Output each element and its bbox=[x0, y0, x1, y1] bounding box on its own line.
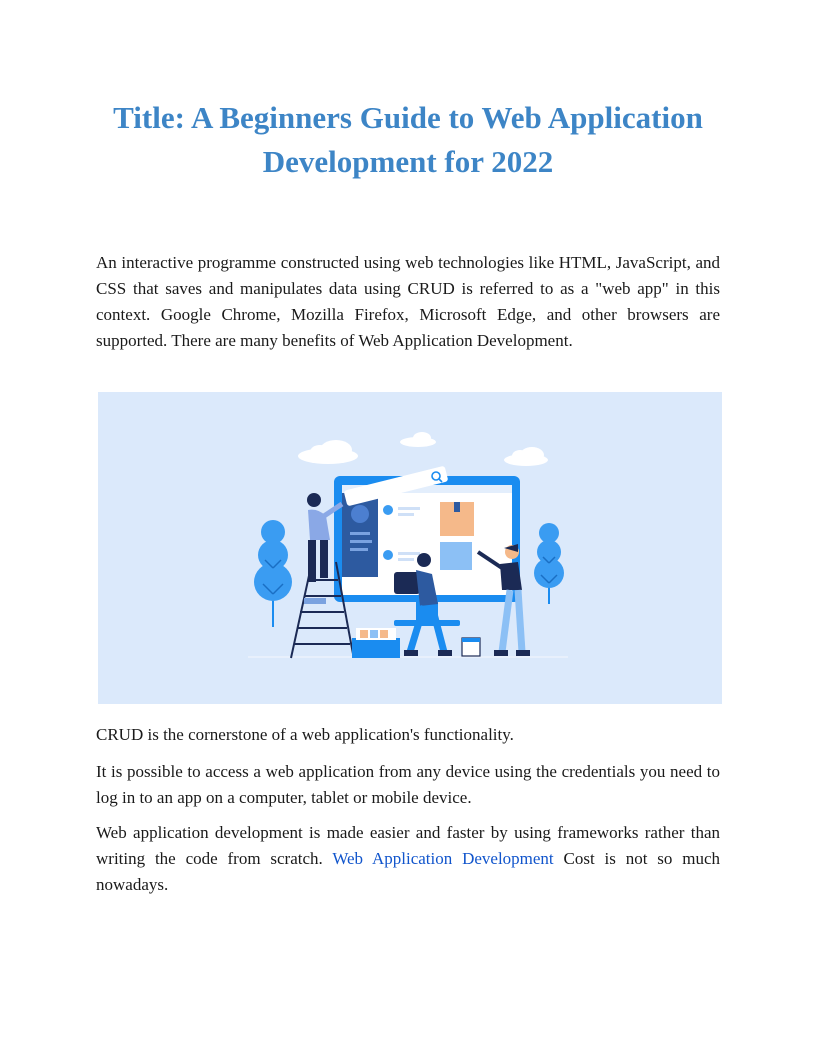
web-app-development-link[interactable]: Web Application Development bbox=[332, 849, 554, 868]
intro-paragraph: An interactive programme constructed using web technologies like HTML, JavaScript, and CSS that saves and manipulates data using CRUD is referred to as a "web app" in this context. Google Chrome, Mozilla Firefox, Microsoft Edge, and other browsers are supported. There are many benefits of Web Application Development. bbox=[96, 253, 720, 350]
paint-bucket-icon bbox=[462, 638, 480, 656]
crud-paragraph: CRUD is the cornerstone of a web application's functionality. bbox=[96, 725, 514, 744]
web-app-illustration bbox=[98, 392, 722, 704]
cloud-icon bbox=[298, 440, 358, 464]
tree-icon bbox=[534, 523, 564, 604]
cloud-icon bbox=[400, 432, 436, 447]
cloud-icon bbox=[504, 447, 548, 466]
tree-icon bbox=[254, 520, 292, 627]
frameworks-paragraph bbox=[96, 820, 720, 898]
access-paragraph: It is possible to access a web application from any device using the credentials you need to log in to an app on a computer, tablet or mobile device. bbox=[96, 762, 720, 807]
document-title: Title: A Beginners Guide to Web Application Development for 2022 bbox=[113, 100, 703, 179]
toolbox-icon bbox=[352, 628, 400, 658]
frameworks-text-end: Cost is not so much nowadays. bbox=[96, 849, 721, 894]
frameworks-text-start: Web application development is made easier and faster by using frameworks rather than writing the code from scratch. bbox=[96, 823, 720, 868]
